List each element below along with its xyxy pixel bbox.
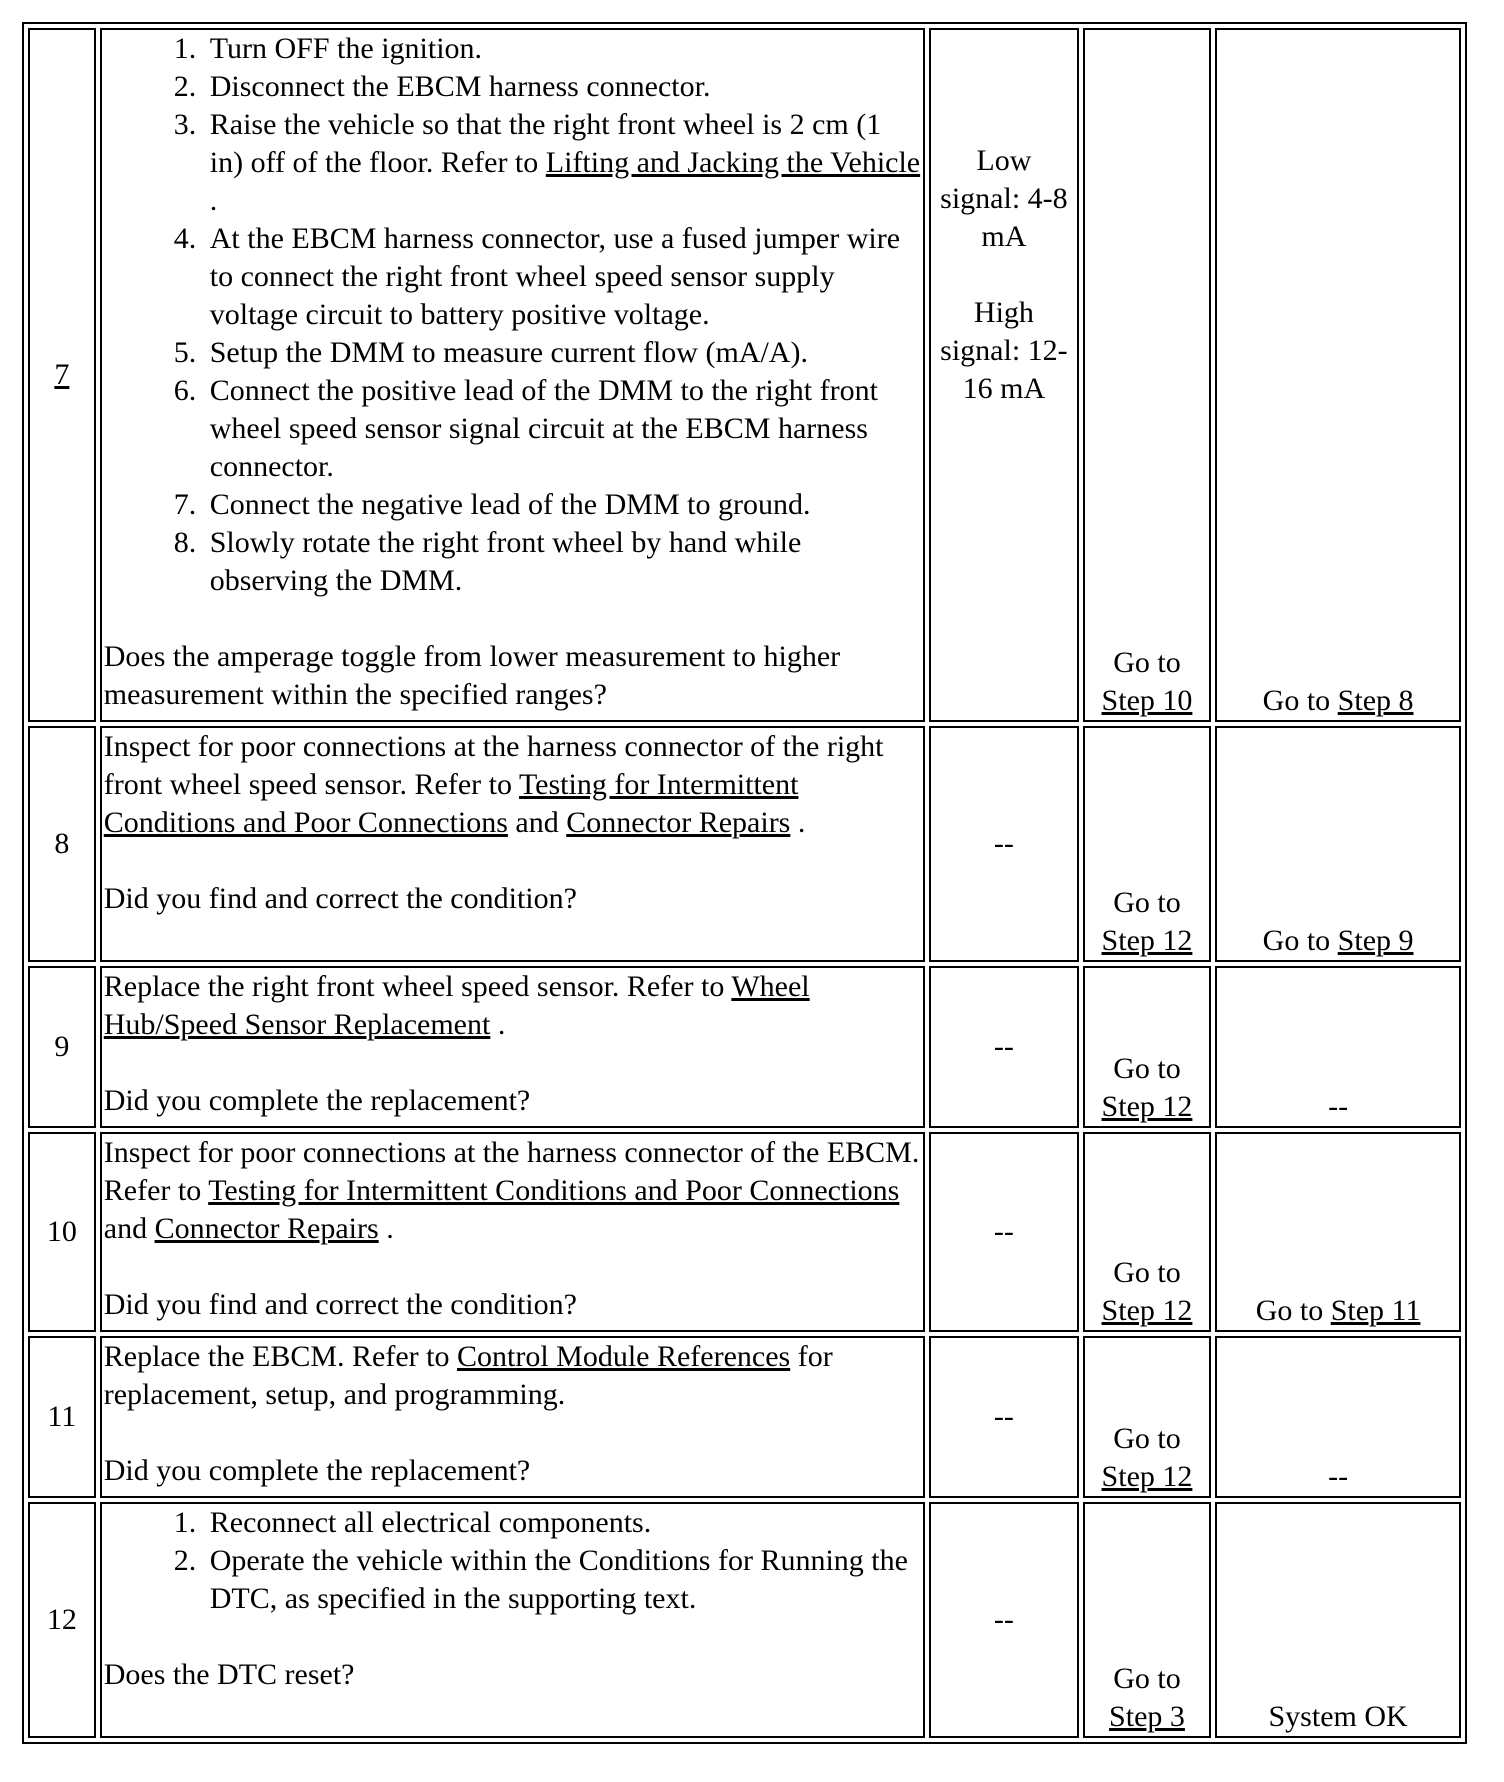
step-number-cell: 8 — [28, 726, 96, 962]
instruction-part: Inspect for poor connections at the harness connector of the EBCM. Refer to — [103, 1136, 920, 1207]
diagnostic-table — [22, 22, 1467, 1744]
no-cell: -- — [1215, 966, 1461, 1128]
list-item: 7. Connect the negative lead of the DMM to ground. — [204, 486, 921, 524]
value-high: High signal: 12-16 mA — [940, 296, 1068, 405]
list-item: 4. At the EBCM harness connector, use a fused jumper wire to connect the right front wheel speed sensor supply voltage circuit to battery positive voltage. — [204, 220, 921, 334]
step-number-cell — [28, 28, 96, 722]
yes-prefix: Go to — [1113, 1052, 1181, 1085]
action-cell — [100, 1502, 925, 1738]
yes-cell — [1083, 1336, 1211, 1498]
yes-cell — [1083, 966, 1211, 1128]
table-row — [28, 1132, 1461, 1332]
list-item: 2. Disconnect the EBCM harness connector. — [204, 68, 921, 106]
procedure-list — [104, 30, 921, 600]
instruction-part: and — [103, 1212, 148, 1245]
instruction-text: Inspect for poor connections at the harness connector of the right front wheel speed sensor. Refer to Testing for Intermittent Conditions and Poor Connections and Connector Repairs . — [103, 730, 884, 839]
instruction-part: Replace the right front wheel speed sensor. Refer to — [103, 970, 725, 1003]
instruction-part: Inspect for poor connections at the harness connector of the right front wheel speed sensor. Refer to — [103, 730, 884, 801]
instruction-part: and — [515, 806, 559, 839]
question-text: Does the DTC reset? — [103, 1658, 355, 1691]
testing-intermittent-link[interactable]: Testing for Intermittent Conditions and Poor Connections — [103, 768, 799, 839]
action-cell — [100, 28, 925, 722]
list-item-text: Raise the vehicle so that the right front wheel is 2 cm (1 in) off of the floor. Refer to — [209, 108, 882, 179]
no-prefix: Go to — [1262, 684, 1331, 717]
no-step-link[interactable]: Step 9 — [1337, 924, 1414, 957]
yes-step-link[interactable]: Step 10 — [1101, 684, 1193, 717]
no-prefix: Go to — [1255, 1294, 1324, 1327]
yes-prefix: Go to — [1113, 646, 1181, 679]
table-row — [28, 28, 1461, 722]
yes-prefix: Go to — [1113, 886, 1181, 919]
instruction-text: Inspect for poor connections at the harness connector of the EBCM. Refer to Testing for Intermittent Conditions and Poor Connections and Connector Repairs . — [103, 1136, 920, 1245]
instruction-part: for replacement, setup, and programming. — [103, 1340, 833, 1411]
procedure-list — [104, 1504, 921, 1618]
question-text: Does the amperage toggle from lower measurement to higher measurement within the specified ranges? — [103, 640, 841, 711]
question-text: Did you complete the replacement? — [103, 1084, 531, 1117]
value-low: Low signal: 4-8 mA — [940, 144, 1068, 253]
yes-step-link[interactable]: Step 12 — [1101, 1090, 1193, 1123]
step-number-cell: 9 — [28, 966, 96, 1128]
action-cell — [100, 966, 925, 1128]
no-cell — [1215, 1132, 1461, 1332]
wheel-hub-sensor-link[interactable]: Wheel Hub/Speed Sensor Replacement — [103, 970, 810, 1041]
yes-step-link[interactable]: Step 12 — [1101, 1294, 1193, 1327]
question-text: Did you complete the replacement? — [103, 1454, 531, 1487]
table-row — [28, 726, 1461, 962]
list-item: 6. Connect the positive lead of the DMM to the right front wheel speed sensor signal circuit at the EBCM harness connector. — [204, 372, 921, 486]
yes-step-link[interactable]: Step 3 — [1109, 1700, 1185, 1733]
value-cell: -- — [929, 966, 1079, 1128]
table-row — [28, 1502, 1461, 1738]
value-cell: -- — [929, 1132, 1079, 1332]
yes-cell — [1083, 1502, 1211, 1738]
step-number-cell: 11 — [28, 1336, 96, 1498]
list-item: 2. Operate the vehicle within the Conditions for Running the DTC, as specified in the supporting text. — [204, 1542, 921, 1618]
list-item: 1. Reconnect all electrical components. — [204, 1504, 921, 1542]
yes-step-link[interactable]: Step 12 — [1101, 924, 1193, 957]
step-7-link[interactable]: 7 — [54, 358, 70, 391]
no-step-link[interactable]: Step 8 — [1337, 684, 1414, 717]
no-cell: -- — [1215, 1336, 1461, 1498]
action-cell — [100, 1336, 925, 1498]
action-cell — [100, 726, 925, 962]
question-text: Did you find and correct the condition? — [103, 1288, 577, 1321]
value-cell — [929, 28, 1079, 722]
list-item: 1. Turn OFF the ignition. — [204, 30, 921, 68]
no-cell: System OK — [1215, 1502, 1461, 1738]
no-cell — [1215, 726, 1461, 962]
instruction-text — [104, 1338, 921, 1414]
lifting-jacking-link[interactable]: Lifting and Jacking the Vehicle — [545, 146, 921, 179]
list-item: 3. Raise the vehicle so that the right front wheel is 2 cm (1 in) off of the floor. Refer to Lifting and Jacking the Vehicle . — [204, 106, 921, 220]
list-item: 8. Slowly rotate the right front wheel by hand while observing the DMM. — [204, 524, 921, 600]
no-prefix: Go to — [1262, 924, 1331, 957]
step-number-cell: 10 — [28, 1132, 96, 1332]
action-cell — [100, 1132, 925, 1332]
testing-intermittent-link[interactable]: Testing for Intermittent Conditions and Poor Connections — [208, 1174, 900, 1207]
question-text: Did you find and correct the condition? — [103, 882, 577, 915]
no-cell — [1215, 28, 1461, 722]
table-row — [28, 966, 1461, 1128]
instruction-part: Replace the EBCM. Refer to — [103, 1340, 450, 1373]
yes-cell — [1083, 28, 1211, 722]
value-cell: -- — [929, 1336, 1079, 1498]
yes-prefix: Go to — [1113, 1422, 1181, 1455]
connector-repairs-link[interactable]: Connector Repairs — [566, 806, 791, 839]
yes-prefix: Go to — [1113, 1662, 1181, 1695]
yes-step-link[interactable]: Step 12 — [1101, 1460, 1193, 1493]
value-cell: -- — [929, 1502, 1079, 1738]
yes-cell — [1083, 726, 1211, 962]
yes-cell — [1083, 1132, 1211, 1332]
step-number-cell: 12 — [28, 1502, 96, 1738]
value-cell: -- — [929, 726, 1079, 962]
connector-repairs-link[interactable]: Connector Repairs — [154, 1212, 379, 1245]
yes-prefix: Go to — [1113, 1256, 1181, 1289]
list-item: 5. Setup the DMM to measure current flow (mA/A). — [204, 334, 921, 372]
no-step-link[interactable]: Step 11 — [1330, 1294, 1421, 1327]
control-module-references-link[interactable]: Control Module References — [456, 1340, 791, 1373]
table-row — [28, 1336, 1461, 1498]
instruction-text: Replace the right front wheel speed sensor. Refer to Wheel Hub/Speed Sensor Replacement . — [103, 970, 810, 1041]
